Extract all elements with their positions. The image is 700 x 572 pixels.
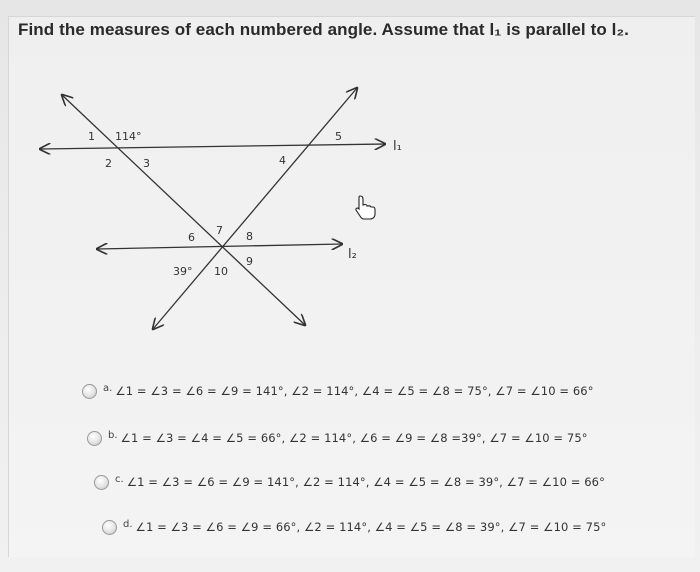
radio-button-b[interactable] (87, 431, 102, 446)
angle-label-9: 9 (246, 255, 253, 268)
angle-label-10: 10 (214, 265, 228, 278)
option-c-letter: c. (115, 473, 124, 485)
line-l1-label: l₁ (393, 139, 402, 154)
angle-label-3: 3 (143, 157, 150, 170)
angle-label-8: 8 (246, 230, 253, 243)
option-a-text: ∠1 = ∠3 = ∠6 = ∠9 = 141°, ∠2 = 114°, ∠4 = ∠5 = ∠8 = 75°, ∠7 = ∠10 = 66° (115, 384, 594, 398)
angle-label-39: 39° (173, 265, 193, 278)
transversal-1 (62, 95, 305, 325)
angle-label-6: 6 (188, 231, 195, 244)
transversal-2 (153, 88, 357, 329)
option-d-letter: d. (123, 518, 133, 530)
angle-label-2: 2 (105, 157, 112, 170)
option-b-text: ∠1 = ∠3 = ∠4 = ∠5 = 66°, ∠2 = 114°, ∠6 = ∠9 = ∠8 =39°, ∠7 = ∠10 = 75° (120, 431, 588, 445)
line-l2-label: l₂ (348, 247, 357, 262)
option-a[interactable] (82, 380, 594, 402)
angle-label-5: 5 (335, 130, 342, 143)
radio-button-c[interactable] (94, 475, 109, 490)
radio-button-d[interactable] (102, 520, 117, 535)
angle-label-114: 114° (115, 130, 142, 143)
option-d[interactable] (102, 516, 606, 538)
option-a-letter: a. (103, 382, 113, 394)
angle-label-4: 4 (279, 154, 286, 167)
question-text: Find the measures of each numbered angle. Assume that l₁ is parallel to l₂. (18, 20, 629, 39)
angle-label-7: 7 (216, 224, 223, 237)
option-b-letter: b. (108, 429, 118, 441)
option-c[interactable] (94, 471, 605, 493)
line-l1 (40, 144, 385, 149)
angle-label-1: 1 (88, 130, 95, 143)
radio-button-a[interactable] (82, 384, 97, 399)
option-c-text: ∠1 = ∠3 = ∠6 = ∠9 = 141°, ∠2 = 114°, ∠4 = ∠5 = ∠8 = 39°, ∠7 = ∠10 = 66° (126, 475, 605, 489)
option-d-text: ∠1 = ∠3 = ∠6 = ∠9 = 66°, ∠2 = 114°, ∠4 = ∠5 = ∠8 = 39°, ∠7 = ∠10 = 75° (135, 520, 607, 534)
option-b[interactable] (87, 427, 588, 449)
hand-cursor-icon (356, 196, 375, 219)
